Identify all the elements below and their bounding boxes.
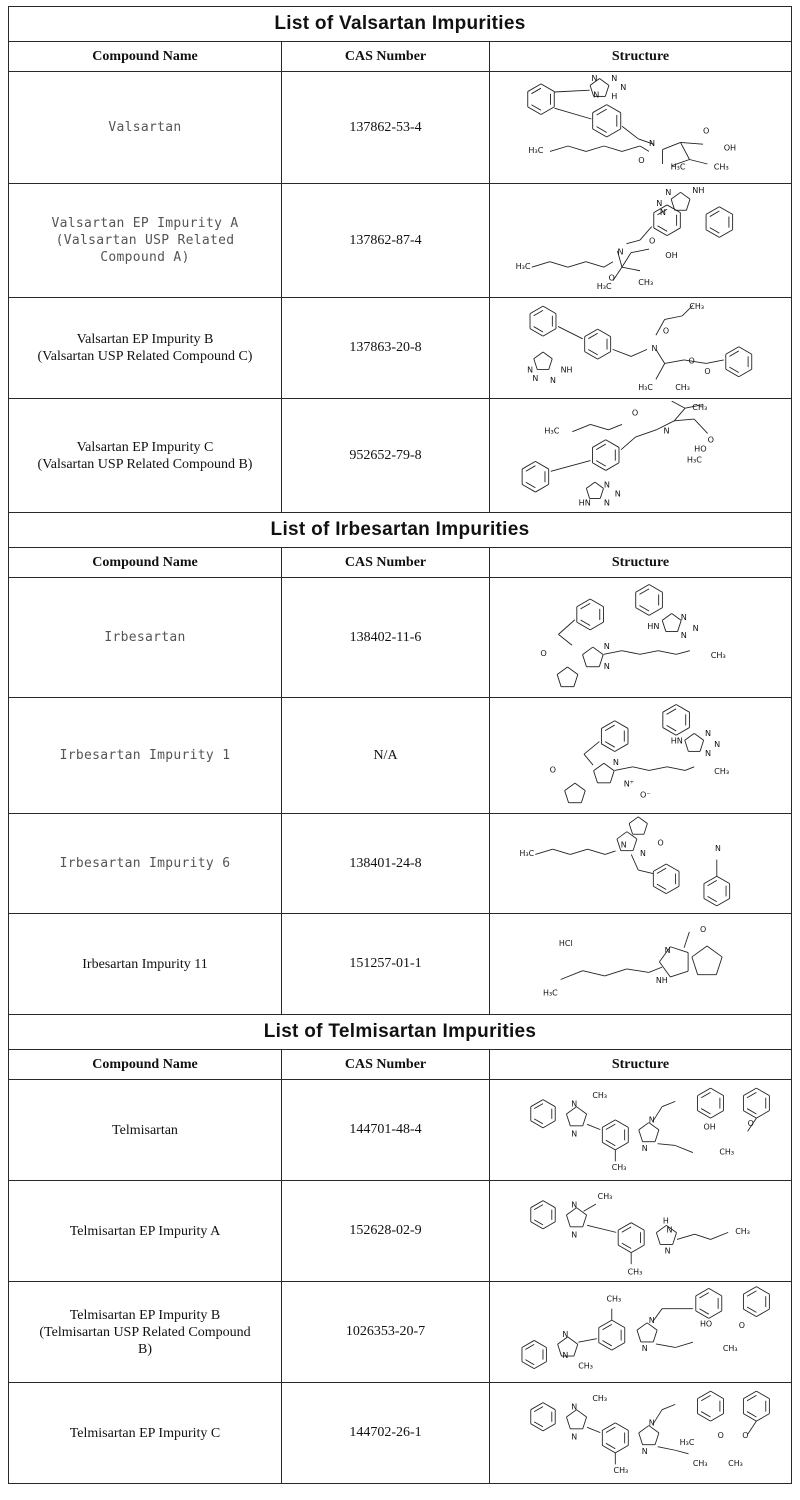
atom-label: N: [617, 246, 624, 257]
table-row: [9, 184, 792, 298]
table-row: [9, 1282, 792, 1383]
compound-name: [9, 1282, 282, 1383]
compound-name-line: Irbesartan Impurity 11: [82, 956, 208, 972]
atom-label: O: [699, 924, 707, 934]
cas-number: 137862-87-4: [282, 184, 490, 298]
atom-label: N: [527, 364, 534, 374]
structure-cell: [490, 914, 792, 1015]
atom-label: N: [659, 206, 666, 217]
compound-name-line: Valsartan EP Impurity C: [76, 439, 214, 455]
atom-label: N: [603, 479, 611, 490]
table-row: [9, 1383, 792, 1484]
cas-number: 138401-24-8: [282, 814, 490, 914]
atom-label: HO: [694, 442, 707, 453]
atom-label: H₃C: [543, 987, 558, 997]
atom-label: N⁺: [623, 778, 635, 789]
structure-cell: [490, 1282, 792, 1383]
atom-label: HN: [647, 620, 660, 631]
structure-cell: [490, 1181, 792, 1282]
atom-label: N: [663, 424, 670, 435]
atom-label: CH₃: [735, 1226, 750, 1236]
atom-label: O: [742, 1430, 749, 1440]
atom-label: O: [688, 355, 695, 365]
atom-label: O: [657, 838, 664, 848]
compound-name-line: Irbesartan Impurity 1: [59, 748, 231, 763]
atom-label: O: [704, 366, 711, 376]
atom-label: H₃C: [686, 453, 702, 464]
chemical-structure-drawing: [490, 401, 790, 511]
atom-label: OH: [723, 142, 737, 152]
atom-label: O⁻: [640, 789, 651, 800]
compound-name-line: Irbesartan Impurity 6: [59, 856, 231, 871]
atom-label: H₃C: [670, 160, 686, 171]
atom-label: N: [705, 747, 712, 758]
impurities-table: [8, 6, 792, 1484]
chemical-structure-drawing: [490, 1082, 790, 1179]
atom-label: N: [640, 848, 646, 858]
atom-label: CH₃: [578, 1361, 593, 1371]
atom-label: H₃C: [638, 382, 653, 392]
atom-label: OH: [665, 249, 678, 260]
cas-number: 952652-79-8: [282, 399, 490, 513]
structure-cell: [490, 1080, 792, 1181]
compound-name-line: Telmisartan EP Impurity A: [69, 1223, 221, 1239]
atom-label: N: [562, 1350, 569, 1360]
atom-label: N: [603, 660, 610, 671]
atom-label: N: [664, 1246, 671, 1256]
atom-label: N: [666, 1224, 673, 1234]
atom-label: N: [550, 375, 556, 385]
atom-label: NH: [560, 364, 573, 374]
atom-label: N: [705, 727, 712, 738]
atom-label: N: [611, 73, 618, 83]
cas-number: 152628-02-9: [282, 1181, 490, 1282]
atom-label: N: [651, 343, 658, 353]
chemical-structure-drawing: [490, 74, 790, 182]
atom-label: OH: [703, 1122, 716, 1132]
chemical-structure-drawing: [490, 700, 790, 812]
compound-name: [9, 399, 282, 513]
compound-name-line: Compound A): [100, 250, 190, 265]
atom-label: CH₃: [722, 1343, 738, 1353]
atom-label: N: [571, 1230, 578, 1240]
atom-label: N: [649, 137, 656, 148]
atom-label: CH₃: [613, 1465, 629, 1475]
compound-name-line: Telmisartan EP Impurity C: [69, 1425, 221, 1441]
atom-label: CH₃: [638, 276, 654, 287]
compound-name: [9, 814, 282, 914]
atom-label: CH₃: [592, 1090, 608, 1100]
compound-name-line: (Valsartan USP Related: [55, 233, 235, 248]
atom-label: CH₃: [627, 1267, 643, 1277]
compound-name-line: Valsartan: [108, 120, 182, 135]
atom-label: O: [549, 763, 557, 774]
header-row: [9, 42, 792, 72]
atom-label: CH₃: [714, 765, 730, 776]
atom-label: CH₃: [692, 401, 708, 412]
atom-label: CH₃: [719, 1146, 735, 1156]
atom-label: N: [641, 1446, 648, 1456]
atom-label: N: [648, 1315, 655, 1325]
atom-label: O: [707, 433, 715, 444]
section-title: List of Irbesartan Impurities: [9, 513, 792, 548]
table-row: [9, 814, 792, 914]
cas-number: 1026353-20-7: [282, 1282, 490, 1383]
atom-label: N: [571, 1129, 578, 1139]
atom-label: CH₃: [592, 1393, 608, 1403]
atom-label: O: [703, 124, 710, 135]
atom-label: N: [571, 1432, 578, 1442]
compound-name-line: (Valsartan USP Related Compound C): [37, 349, 253, 364]
atom-label: CH₃: [606, 1294, 622, 1304]
cas-number: 138402-11-6: [282, 578, 490, 698]
compound-name-line: Telmisartan: [112, 1122, 178, 1138]
atom-label: O: [662, 326, 670, 336]
structure-cell: [490, 184, 792, 298]
atom-label: CH₃: [710, 649, 726, 660]
column-header-structure: Structure: [490, 1050, 792, 1080]
atom-label: O: [738, 1320, 746, 1330]
atom-label: N: [603, 497, 611, 508]
structure-cell: [490, 698, 792, 814]
chemical-structure-drawing: [490, 1385, 790, 1482]
atom-label: N: [641, 1143, 648, 1153]
section-title-row: [9, 513, 792, 548]
compound-name: [9, 578, 282, 698]
atom-label: NH: [692, 185, 705, 195]
section-title-row: [9, 7, 792, 42]
atom-label: N: [656, 197, 663, 208]
atom-label: CH₃: [713, 160, 729, 171]
column-header-cas-number: CAS Number: [282, 1050, 490, 1080]
atom-label: O: [649, 235, 656, 246]
atom-label: N: [603, 640, 610, 651]
atom-label: O: [540, 647, 547, 658]
table-row: [9, 578, 792, 698]
compound-name-line: Valsartan EP Impurity A: [51, 216, 239, 231]
atom-label: CH₃: [675, 382, 690, 392]
atom-label: N: [571, 1402, 578, 1412]
atom-label: N: [532, 373, 539, 383]
column-header-cas-number: CAS Number: [282, 548, 490, 578]
structure-cell: [490, 814, 792, 914]
compound-name: [9, 1080, 282, 1181]
cas-number: 137863-20-8: [282, 298, 490, 399]
atom-label: CH₃: [611, 1162, 627, 1172]
atom-label: N: [664, 945, 671, 955]
section-title: List of Valsartan Impurities: [9, 7, 792, 42]
table-row: [9, 914, 792, 1015]
table-row: [9, 1080, 792, 1181]
column-header-structure: Structure: [490, 548, 792, 578]
atom-label: N: [612, 756, 619, 767]
cas-number: 137862-53-4: [282, 72, 490, 184]
cas-number: N/A: [282, 698, 490, 814]
atom-label: HN: [578, 497, 591, 508]
atom-label: N: [714, 738, 721, 749]
section-title: List of Telmisartan Impurities: [9, 1015, 792, 1050]
atom-label: H: [611, 90, 618, 101]
atom-label: N: [562, 1329, 569, 1339]
compound-name-line: (Valsartan USP Related Compound B): [37, 456, 253, 472]
chemical-structure-drawing: [490, 580, 790, 696]
atom-label: N: [593, 88, 600, 99]
cas-number: 144702-26-1: [282, 1383, 490, 1484]
section-title-row: [9, 1015, 792, 1050]
table-row: [9, 1181, 792, 1282]
atom-label: CH₃: [728, 1458, 743, 1468]
chemical-structure-drawing: [490, 916, 790, 1013]
compound-name: [9, 184, 282, 298]
chemical-structure-drawing: [490, 1284, 790, 1381]
cas-number: 144701-48-4: [282, 1080, 490, 1181]
table-row: [9, 698, 792, 814]
column-header-structure: Structure: [490, 42, 792, 72]
structure-cell: [490, 578, 792, 698]
atom-label: N: [641, 1343, 648, 1353]
atom-label: HCl: [558, 938, 573, 948]
compound-name: [9, 914, 282, 1015]
cas-number: 151257-01-1: [282, 914, 490, 1015]
compound-name: [9, 298, 282, 399]
atom-label: N: [591, 73, 598, 83]
atom-label: HO: [699, 1318, 713, 1328]
atom-label: N: [648, 1115, 655, 1125]
atom-label: O: [638, 154, 645, 165]
compound-name: [9, 698, 282, 814]
atom-label: O: [717, 1430, 724, 1440]
chemical-structure-drawing: [490, 186, 790, 296]
atom-label: N: [680, 611, 687, 622]
atom-label: N: [680, 629, 687, 640]
compound-name-line: Irbesartan: [104, 630, 186, 645]
compound-name: [9, 1181, 282, 1282]
header-row: [9, 548, 792, 578]
compound-name-line: B): [138, 1341, 152, 1357]
atom-label: N: [614, 488, 621, 499]
atom-label: CH₃: [689, 301, 705, 311]
atom-label: H₃C: [515, 260, 531, 271]
table-row: [9, 399, 792, 513]
atom-label: CH₃: [692, 1458, 708, 1468]
table-row: [9, 298, 792, 399]
atom-label: O: [608, 272, 615, 283]
atom-label: NH: [655, 975, 668, 985]
atom-label: HN: [670, 734, 683, 745]
atom-label: H₃C: [528, 144, 544, 155]
atom-label: H₃C: [544, 424, 560, 435]
structure-cell: [490, 298, 792, 399]
atom-label: H₃C: [596, 280, 612, 291]
structure-cell: [490, 1383, 792, 1484]
chemical-structure-drawing: [490, 1183, 790, 1280]
atom-label: N: [665, 186, 672, 197]
atom-label: N: [692, 622, 699, 633]
chemical-structure-drawing: [490, 816, 790, 912]
compound-name: [9, 1383, 282, 1484]
atom-label: N: [648, 1418, 655, 1428]
atom-label: N: [571, 1099, 578, 1109]
table-row: [9, 72, 792, 184]
structure-cell: [490, 399, 792, 513]
compound-name-line: (Telmisartan USP Related Compound: [39, 1324, 251, 1340]
atom-label: H₃C: [679, 1437, 695, 1447]
column-header-compound-name: Compound Name: [9, 42, 282, 72]
atom-label: N: [620, 839, 627, 849]
atom-label: CH₃: [597, 1191, 613, 1201]
atom-label: N: [620, 81, 627, 92]
header-row: [9, 1050, 792, 1080]
atom-label: H₃C: [519, 848, 535, 858]
atom-label: O: [631, 406, 639, 417]
compound-name-line: Valsartan EP Impurity B: [76, 332, 214, 347]
structure-cell: [490, 72, 792, 184]
atom-label: N: [571, 1200, 578, 1210]
atom-label: H: [662, 1216, 669, 1226]
atom-label: N: [715, 843, 721, 853]
chemical-structure-drawing: [490, 300, 790, 397]
column-header-cas-number: CAS Number: [282, 42, 490, 72]
atom-label: O: [747, 1118, 754, 1128]
column-header-compound-name: Compound Name: [9, 548, 282, 578]
compound-name: [9, 72, 282, 184]
column-header-compound-name: Compound Name: [9, 1050, 282, 1080]
compound-name-line: Telmisartan EP Impurity B: [69, 1307, 221, 1323]
